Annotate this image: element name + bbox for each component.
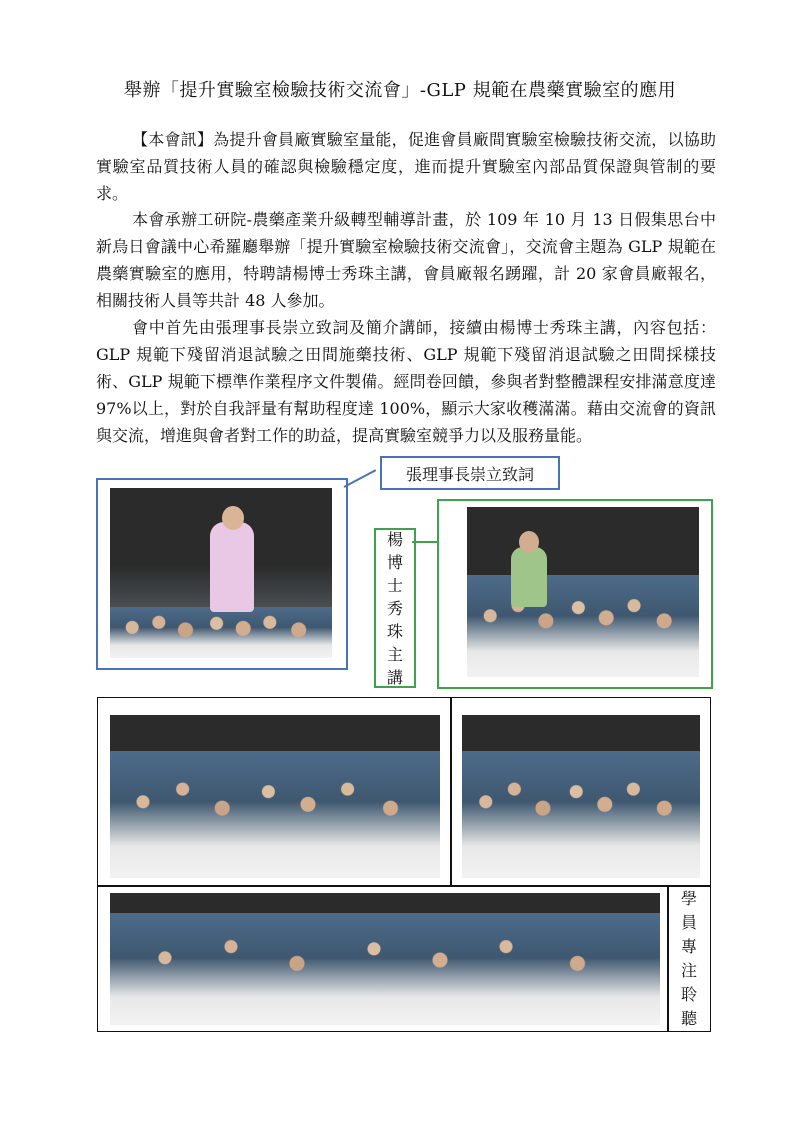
photo-table-divider-h bbox=[97, 885, 711, 887]
paragraph-intro: 【本會訊】為提升會員廠實驗室量能，促進會員廠間實驗室檢驗技術交流，以協助實驗室品質技術人員的確認與檢驗穩定度，進而提升實驗室內部品質保證與管制的要求。 bbox=[96, 130, 716, 203]
article-title: 舉辦「提升實驗室檢驗技術交流會」-GLP 規範在農藥實驗室的應用 bbox=[123, 80, 677, 101]
caption-speaker-char: 秀 bbox=[386, 598, 403, 618]
caption-students-char: 注 bbox=[680, 960, 697, 980]
caption-students-char: 專 bbox=[680, 936, 697, 956]
caption-speaker-char: 士 bbox=[386, 575, 403, 595]
caption-speaker-char: 珠 bbox=[386, 621, 403, 641]
caption-connector-speaker bbox=[412, 541, 438, 543]
caption-speaker-char: 博 bbox=[386, 552, 403, 572]
photo-audience-left bbox=[110, 715, 440, 878]
caption-speaker-char: 主 bbox=[386, 644, 403, 664]
photo-table-divider-v1 bbox=[450, 697, 452, 886]
photo-speaker-lecture bbox=[467, 507, 699, 677]
photo-chairman-speech bbox=[110, 488, 332, 658]
caption-students-char: 聽 bbox=[680, 1008, 697, 1028]
caption-students-char: 員 bbox=[680, 912, 697, 932]
photo-frame-speaker bbox=[437, 499, 713, 689]
photo-audience-wide bbox=[110, 893, 660, 1025]
caption-speaker-char: 講 bbox=[386, 667, 403, 687]
caption-chairman: 張理事長崇立致詞 bbox=[380, 456, 560, 490]
caption-students bbox=[669, 886, 709, 1031]
caption-connector-chairman bbox=[344, 469, 377, 488]
photo-audience-right bbox=[462, 715, 700, 878]
caption-speaker bbox=[374, 528, 416, 688]
paragraph-content: 會中首先由張理事長崇立致詞及簡介講師，接續由楊博士秀珠主講，內容包括：GLP 規範下殘留消退試驗之田間施藥技術、GLP 規範下殘留消退試驗之田間採樣技術、GLP 規範下標準作業程序文件製備。經問卷回饋，參與者對整體課程安排滿意度達 97%以上，對於自我評量有幫助程度達 100%，顯示大家收穫滿滿。藉由交流會的資訊與交流，增進與會者對工作的助益，提高實驗室競爭力以及服務量能。 bbox=[96, 318, 716, 445]
caption-students-char: 學 bbox=[680, 888, 697, 908]
caption-speaker-char: 楊 bbox=[386, 529, 403, 549]
paragraph-event: 本會承辦工研院-農藥產業升級轉型輔導計畫，於 109 年 10 月 13 日假集思台中新烏日會議中心希羅廳舉辦「提升實驗室檢驗技術交流會」，交流會主題為 GLP 規範在農藥實驗室的應用，特聘請楊博士秀珠主講，會員廠報名踴躍，計 20 家會員廠報名，相關技術人員等共計 48 人參加。 bbox=[96, 210, 716, 310]
photo-frame-chairman bbox=[96, 478, 348, 670]
caption-students-char: 聆 bbox=[680, 984, 697, 1004]
